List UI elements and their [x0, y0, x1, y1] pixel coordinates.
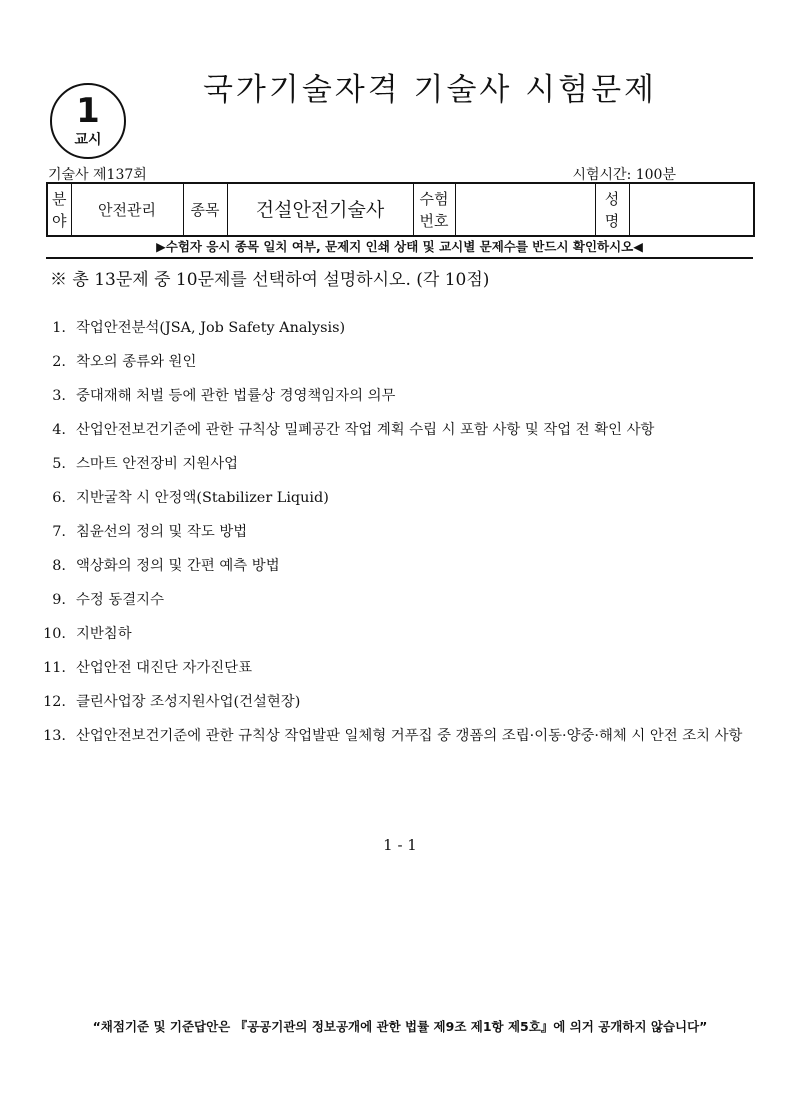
question-item	[42, 651, 756, 685]
question-number: 5.	[52, 456, 66, 472]
question-number: 8.	[52, 558, 66, 574]
name-field[interactable]	[629, 183, 754, 236]
page-title: 국가기술자격 기술사 시험문제	[202, 72, 657, 108]
exam-number-label-top: 수험	[419, 189, 449, 208]
name-label	[595, 183, 629, 236]
question-text: 산업안전 대진단 자가진단표	[76, 660, 252, 676]
exam-round: 기술사 제137회	[48, 167, 147, 183]
question-item	[42, 719, 756, 753]
question-item	[42, 515, 756, 549]
question-item	[42, 447, 756, 481]
exam-time: 시험시간: 100분	[572, 167, 676, 183]
question-text: 작업안전분석(JSA, Job Safety Analysis)	[76, 320, 346, 336]
question-item	[42, 481, 756, 515]
question-item	[42, 379, 756, 413]
question-text: 수정 동결지수	[76, 592, 164, 608]
question-number: 13.	[43, 728, 66, 744]
question-text: 지반침하	[76, 626, 132, 642]
question-number: 1.	[52, 320, 66, 336]
category-value: 건설안전기술사	[227, 183, 413, 236]
instruction-text: ※ 총 13문제 중 10문제를 선택하여 설명하시오. (각 10점)	[50, 270, 490, 290]
question-text: 침윤선의 정의 및 작도 방법	[76, 524, 248, 540]
session-label: 교시	[74, 132, 102, 148]
divider	[46, 257, 753, 259]
question-item	[42, 345, 756, 379]
question-number: 9.	[52, 592, 66, 608]
question-number: 12.	[43, 694, 66, 710]
question-text: 착오의 종류와 원인	[76, 354, 197, 370]
page-number: 1 - 1	[383, 836, 417, 854]
session-badge	[50, 83, 126, 159]
notice-text: ▶수험자 응시 종목 일치 여부, 문제지 인쇄 상태 및 교시별 문제수를 반드시 확인하시오◀	[156, 239, 643, 254]
question-item	[42, 583, 756, 617]
question-text: 지반굴착 시 안정액(Stabilizer Liquid)	[76, 490, 329, 506]
question-text: 액상화의 정의 및 간편 예측 방법	[76, 558, 280, 574]
question-number: 2.	[52, 354, 66, 370]
session-number: 1	[76, 91, 100, 131]
field-label	[47, 183, 71, 236]
question-list	[42, 311, 756, 753]
question-text: 산업안전보건기준에 관한 규칙상 밀폐공간 작업 계획 수립 시 포함 사항 및 작업 전 확인 사항	[76, 422, 655, 438]
question-item	[42, 311, 756, 345]
question-number: 11.	[43, 660, 66, 676]
field-label-bottom: 야	[52, 211, 67, 230]
question-item	[42, 549, 756, 583]
name-label-bottom: 명	[604, 211, 620, 230]
footer-disclaimer: “채점기준 및 기준답안은 『공공기관의 정보공개에 관한 법률 제9조 제1항 제5호』에 의거 공개하지 않습니다”	[92, 1019, 708, 1034]
question-number: 6.	[52, 490, 66, 506]
question-number: 7.	[52, 524, 66, 540]
field-label-top: 분	[52, 189, 67, 208]
field-value: 안전관리	[71, 183, 183, 236]
exam-number-field[interactable]	[455, 183, 595, 236]
question-text: 스마트 안전장비 지원사업	[76, 456, 239, 472]
question-item	[42, 685, 756, 719]
question-text: 중대재해 처벌 등에 관한 법률상 경영책임자의 의무	[76, 388, 396, 404]
question-item	[42, 617, 756, 651]
exam-info-table	[46, 182, 755, 237]
question-text: 클린사업장 조성지원사업(건설현장)	[76, 694, 301, 710]
category-label: 종목	[183, 183, 227, 236]
question-number: 3.	[52, 388, 66, 404]
question-number: 4.	[52, 422, 66, 438]
exam-number-label	[413, 183, 455, 236]
question-item	[42, 413, 756, 447]
question-text: 산업안전보건기준에 관한 규칙상 작업발판 일체형 거푸집 중 갱폼의 조립·이동·양중·해체 시 안전 조치 사항	[76, 728, 743, 744]
exam-number-label-bottom: 번호	[419, 211, 449, 230]
question-number: 10.	[43, 626, 66, 642]
name-label-top: 성	[604, 189, 620, 208]
